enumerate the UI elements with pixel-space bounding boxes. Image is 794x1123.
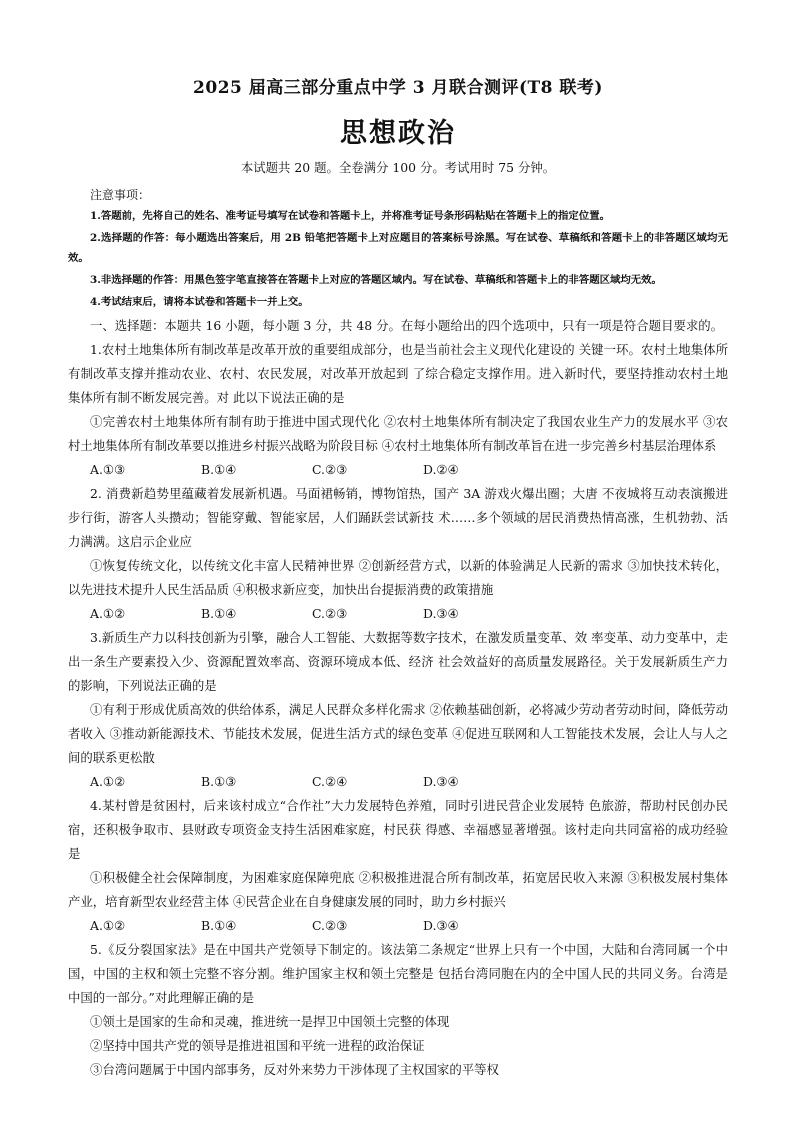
question-options: ①恢复传统文化，以传统文化丰富人民精神世界 ②创新经营方式，以新的体验满足人民新的需求 ③加快技术转化，以先进技术提升人民生活品质 ④积极求新应变，加快出台提振消费的政策措施	[68, 558, 728, 597]
question-option-lines	[90, 1010, 728, 1082]
option-line: ③台湾问题属于中国内部事务，反对外来势力干涉体现了主权国家的平等权	[90, 1062, 499, 1077]
notice-item: 2.选择题的作答：每小题选出答案后，用 2B 铅笔把答题卡上对应题目的答案标号涂黑。写在试卷、草稿纸和答题卡上的非答题区域均无效。	[68, 232, 728, 264]
choice-c: C.②③	[312, 462, 348, 477]
question-3	[68, 626, 728, 794]
choice-d: D.③④	[423, 774, 459, 789]
choice-c: C.②③	[312, 918, 348, 933]
answer-choices	[90, 458, 728, 482]
exam-page	[68, 74, 728, 1082]
choice-d: D.②④	[423, 462, 459, 477]
answer-choices	[90, 602, 728, 626]
question-stem: 1.农村土地集体所有制改革是改革开放的重要组成部分，也是当前社会主义现代化建设的 关键一环。农村土地集体所有制改革支撑并推动农业、农村、农民发展，对改革开放起到 了综合稳定支撑作用。进入新时代，要坚持推动农村土地集体所有制不断发展完善。对 此以下说法正确的是	[68, 342, 728, 405]
choice-a: A.①②	[90, 918, 126, 933]
choice-b: B.①④	[201, 918, 237, 933]
section-title: 一、选择题：本题共 16 小题，每小题 3 分，共 48 分。在每小题给出的四个选项中，只有一项是符合题目要求的。	[90, 318, 724, 333]
choice-d: D.③④	[423, 606, 459, 621]
question-options: ①积极健全社会保障制度，为困难家庭保障兜底 ②积极推进混合所有制改革，拓宽居民收入来源 ③积极发展村集体产业，培育新型农业经营主体 ④民营企业在自身健康发展的同时，助力乡村振兴	[68, 870, 728, 909]
choice-c: C.②③	[312, 606, 348, 621]
subject-title: 思想政治	[340, 118, 456, 149]
choice-a: A.①②	[90, 606, 126, 621]
notice-item: 3.非选择题的作答：用黑色签字笔直接答在答题卡上对应的答题区域内。写在试卷、草稿纸和答题卡上的非答题区域均无效。	[90, 274, 662, 286]
question-4	[68, 794, 728, 938]
notice-item: 4.考试结束后，请将本试卷和答题卡一并上交。	[90, 296, 309, 308]
choice-a: A.①③	[90, 462, 126, 477]
choice-d: D.③④	[423, 918, 459, 933]
question-stem: 3.新质生产力以科技创新为引擎，融合人工智能、大数据等数字技术，在激发质量变革、效 率变革、动力变革中，走出一条生产要素投入少、资源配置效率高、资源环境成本低、经济 社会效益好的高质量发展路径。关于发展新质生产力的影响，下列说法正确的是	[68, 630, 728, 693]
question-5	[68, 938, 728, 1082]
option-line: ①领土是国家的生命和灵魂，推进统一是捍卫中国领土完整的体现	[90, 1014, 450, 1029]
question-stem: 2. 消费新趋势里蕴藏着发展新机遇。马面裙畅销，博物馆热，国产 3A 游戏火爆出圈；大唐 不夜城将互动表演搬进步行街，游客人头攒动；智能穿戴、智能家居，人们踊跃尝试新技 术……多个领域的居民消费热情高涨，生机勃勃、活力满满。这启示企业应	[68, 486, 728, 549]
exam-title: 2025 届高三部分重点中学 3 月联合测评(T8 联考)	[193, 78, 603, 98]
notice-title: 注意事项：	[90, 188, 151, 202]
choice-b: B.①④	[201, 462, 237, 477]
choice-a: A.①②	[90, 774, 126, 789]
notice-item: 1.答题前，先将自己的姓名、准考证号填写在试卷和答题卡上，并将准考证号条形码粘贴在答题卡上的指定位置。	[90, 210, 610, 222]
notice-list	[68, 206, 728, 312]
answer-choices	[90, 770, 728, 794]
question-1	[68, 338, 728, 482]
choice-c: C.②④	[312, 774, 348, 789]
answer-choices	[90, 914, 728, 938]
question-stem: 5.《反分裂国家法》是在中国共产党领导下制定的。该法第二条规定“世界上只有一个中国，大陆和台湾同属一个中国，中国的主权和领土完整不容分割。维护国家主权和领土完整是 包括台湾同胞在内的全中国人民的共同义务。台湾是中国的一部分。”对此理解正确的是	[68, 942, 728, 1005]
exam-meta: 本试题共 20 题。全卷满分 100 分。考试用时 75 分钟。	[240, 160, 556, 175]
question-stem: 4.某村曾是贫困村，后来该村成立“合作社”大力发展特色养殖，同时引进民营企业发展特 色旅游，帮助村民创办民宿，还积极争取市、县财政专项资金支持生活困难家庭，村民获 得感、幸福感显著增强。该村走向共同富裕的成功经验是	[68, 798, 728, 861]
question-2	[68, 482, 728, 626]
option-line: ②坚持中国共产党的领导是推进祖国和平统一进程的政治保证	[90, 1038, 425, 1053]
choice-b: B.①③	[201, 774, 237, 789]
question-options: ①完善农村土地集体所有制有助于推进中国式现代化 ②农村土地集体所有制决定了我国农业生产力的发展水平 ③农村土地集体所有制改革要以推进乡村振兴战略为阶段目标 ④农村土地集体所有制改革旨在进一步完善乡村基层治理体系	[68, 414, 728, 453]
choice-b: B.①④	[201, 606, 237, 621]
question-options: ①有利于形成优质高效的供给体系，满足人民群众多样化需求 ②依赖基础创新，必将减少劳动者劳动时间，降低劳动者收入 ③推动新能源技术、节能技术发展，促进生活方式的绿色变革 ④促进互联网和人工智能技术发展，会让人与人之间的联系更松散	[68, 702, 728, 765]
